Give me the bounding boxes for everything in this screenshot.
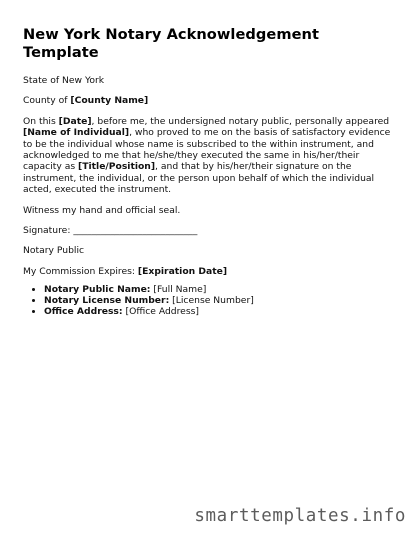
detail-label: Notary Public Name: [44,284,151,296]
acknowledgement-paragraph [23,116,399,196]
body-text-2: , before me, the undersigned notary public, personally appeared [91,115,390,127]
body-text-3: , who proved to me on the basis of satisfactory evidence to be the individual whose name is subscribed to the within instrument, and acknowledged to me that he/she/they executed the same in his/her/their capacity as [23,127,391,173]
individual-name-placeholder: [Name of Individual] [23,127,130,139]
detail-label: Office Address: [44,306,123,318]
date-placeholder: [Date] [58,115,92,127]
state-line: State of New York [23,75,105,86]
document-page [23,26,399,318]
commission-value: [Expiration Date] [137,265,228,277]
title-position-placeholder: [Title/Position] [78,161,156,173]
county-label: County of [23,95,71,107]
detail-label: Notary License Number: [44,295,170,307]
body-text-4: , and that by his/her/their signature on the instrument, the individual, or the person upon behalf of which the individual acted, executed the instrument. [23,161,375,196]
commission-label: My Commission Expires: [23,265,138,277]
notary-details-list [23,285,399,318]
witness-line: Witness my hand and official seal. [23,204,181,216]
detail-value: [Full Name] [150,284,207,296]
detail-value: [Office Address] [122,306,199,318]
commission-line [23,266,399,277]
body-text-1: On this [23,115,59,127]
detail-value: [License Number] [169,295,254,307]
county-line [23,95,399,106]
watermark: smarttemplates.info [194,506,406,526]
signature-line: Signature: ___________________________ [23,225,198,237]
list-item [44,307,399,318]
county-value: [County Name] [70,95,149,107]
document-title: New York Notary Acknowledgement Template [23,26,320,61]
notary-public-line: Notary Public [23,245,85,257]
